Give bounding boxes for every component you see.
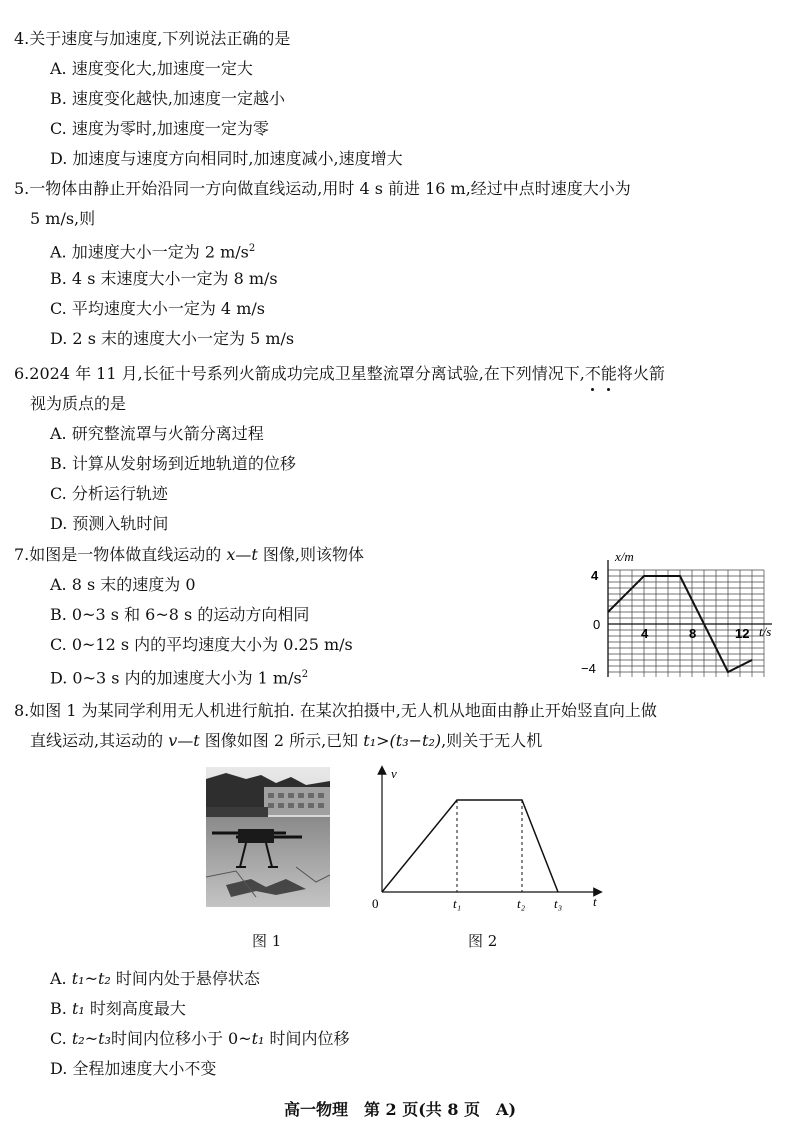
q7-option-a: A. 8 s 末的速度为 0 <box>50 575 196 594</box>
q5-option-a: A. 加速度大小一定为 2 $m/s^2$ <box>50 242 256 262</box>
xt-ylabel: x/m <box>615 549 634 564</box>
q5-stem-line2: 5 m/s,则 <box>30 209 96 228</box>
page-footer: 高一物理 第 2 页(共 8 页 A) <box>283 1100 517 1119</box>
q5-option-c: C. 平均速度大小一定为 4 m/s <box>50 299 265 318</box>
fig1-caption: 图 1 <box>252 932 282 950</box>
vt-ylabel: v <box>391 766 397 781</box>
q7-option-b: B. 0~3 s 和 6~8 s 的运动方向相同 <box>50 605 310 624</box>
xt-xtick-8: 8 <box>689 626 697 641</box>
q8-stem-line1: 8.如图 1 为某同学利用无人机进行航拍. 在某次拍摄中,无人机从地面由静止开始竖直向上做 <box>14 701 657 720</box>
q8-stem-line2: 直线运动,其运动的 v—t 图像如图 2 所示,已知 t₁>(t₃−t₂),则关于无人机 <box>30 731 543 750</box>
q4-option-a: A. 速度变化大,加速度一定大 <box>50 59 253 78</box>
fig2-caption: 图 2 <box>468 932 498 950</box>
q7-stem: 7.如图是一物体做直线运动的 x—t 图像,则该物体 <box>14 545 364 564</box>
q5-option-d: D. 2 s 末的速度大小一定为 5 m/s <box>50 329 295 348</box>
q7-option-c: C. 0~12 s 内的平均速度大小为 0.25 m/s <box>50 635 353 654</box>
xt-xtick-4: 4 <box>641 626 649 641</box>
xt-ytick-4: 4 <box>591 568 599 583</box>
q8-option-b: B. t₁ 时刻高度最大 <box>50 999 186 1018</box>
q8-option-d: D. 全程加速度大小不变 <box>50 1059 217 1078</box>
q4-option-c: C. 速度为零时,加速度一定为零 <box>50 119 269 138</box>
q5-option-b: B. 4 s 末速度大小一定为 8 m/s <box>50 269 278 288</box>
q6-option-d: D. 预测入轨时间 <box>50 514 169 533</box>
emphasis-can: 能 <box>600 364 617 383</box>
xt-ytick-neg4: −4 <box>581 661 596 676</box>
q8-option-a: A. t₁~t₂ 时间内处于悬停状态 <box>50 969 260 988</box>
q5-stem-line1: 5.一物体由静止开始沿同一方向做直线运动,用时 4 s 前进 16 m,经过中点时速度大小为 <box>14 179 631 198</box>
q6-option-a: A. 研究整流罩与火箭分离过程 <box>50 424 264 443</box>
vt-t3-label: t₃ <box>554 896 563 911</box>
q6-stem-line1: 6.2024 年 11 月,长征十号系列火箭成功完成卫星整流罩分离试验,在下列情况下,不能将火箭 <box>14 364 665 383</box>
q6-option-c: C. 分析运行轨迹 <box>50 484 168 503</box>
vt-origin: 0 <box>372 896 379 911</box>
vt-t1-label: t₁ <box>453 896 462 911</box>
q4-option-d: D. 加速度与速度方向相同时,加速度减小,速度增大 <box>50 149 403 168</box>
vt-series-line <box>382 800 558 892</box>
xt-xlabel: t/s <box>759 624 772 639</box>
vt-graph <box>360 760 610 920</box>
vt-t2-label: t₂ <box>517 896 526 911</box>
xt-graph <box>575 547 790 677</box>
emphasis-not: 不 <box>584 364 601 383</box>
xt-xtick-12: 12 <box>735 626 750 641</box>
q7-option-d: D. 0~3 s 内的加速度大小为 1 $m/s^2$ <box>50 668 309 688</box>
q4-stem: 4.关于速度与加速度,下列说法正确的是 <box>14 29 291 48</box>
xt-ytick-0: 0 <box>593 617 601 632</box>
vt-xlabel: t <box>593 894 597 909</box>
q6-option-b: B. 计算从发射场到近地轨道的位移 <box>50 454 296 473</box>
xt-axes <box>608 560 772 677</box>
q6-stem-line2: 视为质点的是 <box>30 394 127 413</box>
q4-option-b: B. 速度变化越快,加速度一定越小 <box>50 89 286 108</box>
q8-option-c: C. t₂~t₃时间内位移小于 0~t₁ 时间内位移 <box>50 1029 350 1048</box>
drone-photo <box>206 767 330 907</box>
